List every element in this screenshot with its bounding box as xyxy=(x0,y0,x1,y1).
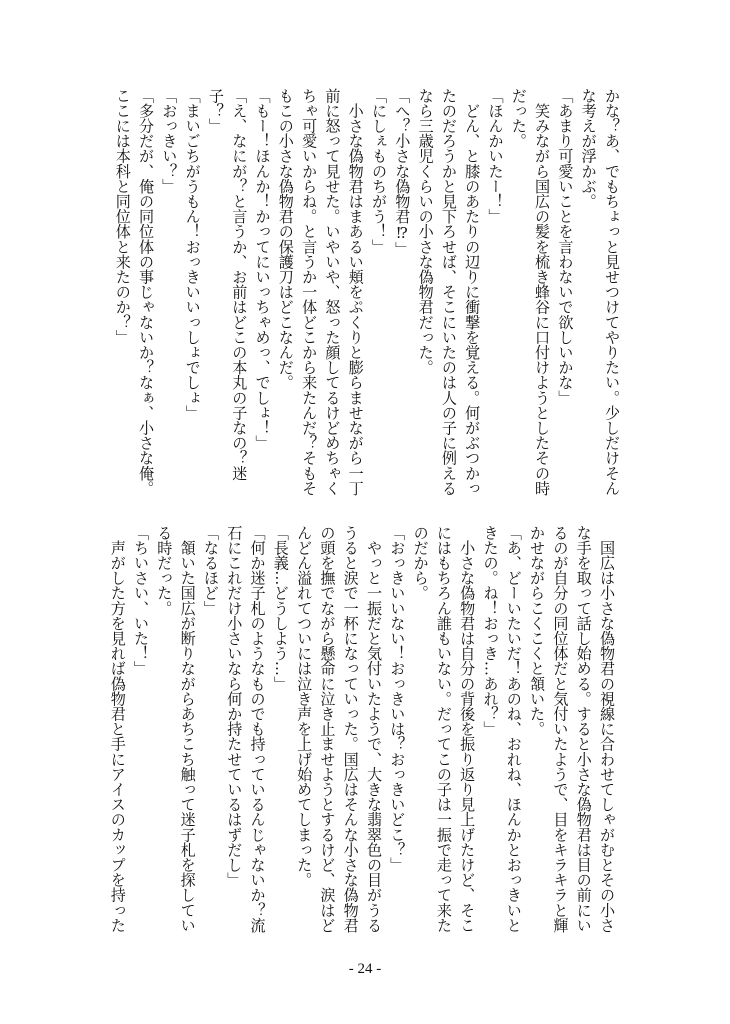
text-line: な考えが浮かぶ。 xyxy=(579,88,598,209)
text-line: ちゃ可愛いからね。と言うか一体どこから来たんだ？そもそ xyxy=(300,88,319,496)
text-line: 国広は小さな偽物君の視線に合わせてしゃがむとその小さ xyxy=(598,525,616,933)
text-line: 声がした方を見れば偽物君と手にアイスのカップを持った xyxy=(108,525,127,933)
text-line: 「あまり可愛いことを言わないで欲しいかな」 xyxy=(556,88,575,406)
text-line: 「にしぇものちがう！」 xyxy=(370,88,389,255)
text-line: な手を取って話し始める。すると小さな偽物君は目の前にい xyxy=(574,525,593,933)
page-number: - 24 - xyxy=(348,961,382,977)
text-line: 小さな偽物君は自分の背後を振り返り見上げたけど、そこ xyxy=(458,525,477,933)
text-line: 前に怒って見せた。いやいや、怒った顔してるけどめちゃく xyxy=(323,88,342,496)
text-line: 石にこれだけ小さいなら何か持たせているはずだし」 xyxy=(225,525,244,888)
text-line: かせながらこくこくと頷いた。 xyxy=(528,525,547,737)
text-line: 「何か迷子札のようなものでも持っているんじゃないか？流 xyxy=(248,525,267,933)
text-line: 子？」 xyxy=(206,88,225,134)
text-line: きたの。ね！おっき…あれ？」 xyxy=(481,525,500,737)
text-line: にはもちろん誰もいない。だってこの子は一振で走って来た xyxy=(434,525,453,933)
text-line: たのだろうかと見下ろせば、そこにいたのは人の子に例える xyxy=(439,88,458,496)
text-line: 「え、なにが？と言うか、お前はどこの本丸の子なの？迷 xyxy=(230,88,249,481)
text-line: だった。 xyxy=(509,88,528,149)
text-block-top xyxy=(110,88,623,500)
text-line: 「長義…どうしよう…」 xyxy=(271,525,290,692)
text-line: んどん溢れてついには泣き声を上げ始めてしまった。 xyxy=(295,525,314,888)
text-line: なら三歳児くらいの小さな偽物君だった。 xyxy=(416,88,435,375)
text-line: 「ほんかいたー！」 xyxy=(486,88,505,224)
text-line: 「あ、どーいたいだ！あのね、おれね、ほんかとおっきいと xyxy=(504,525,523,933)
text-line: うると涙で一杯になっていった。国広はそんな小さな偽物君 xyxy=(341,525,360,933)
text-line: 笑みながら国広の髪を梳き蜂谷に口付けようとしたその時 xyxy=(533,88,552,496)
text-line: の頭を撫でながら懸命に泣き止ませようとするけど、涙はど xyxy=(318,525,337,933)
text-line: 「もー！ほんか！かってにいっちゃめっ、でしょ！」 xyxy=(253,88,272,451)
text-line: 「おっきいいない！おっきいは？おっきいどこ？」 xyxy=(388,525,407,873)
text-line: 「ちいさい、いた！」 xyxy=(132,525,151,676)
text-line: 「まいごちがうもん！おっきいいっしょでしょ」 xyxy=(183,88,202,421)
text-line: ここには本科と同位体と来たのか？」 xyxy=(113,88,132,345)
text-line: 「おっきい？」 xyxy=(160,88,179,194)
text-line: 頷いた国広が断りながらあちこち触って迷子札を探してい xyxy=(178,525,197,933)
text-line: るのが自分の同位体だと気付いたようで、目をキラキラと輝 xyxy=(551,525,570,933)
text-line: る時だった。 xyxy=(155,525,174,616)
text-line: 「多分だが、俺の同位体の事じゃないか？なぁ、小さな俺。 xyxy=(137,88,156,496)
text-line: どん、と膝のあたりの辺りに衝撃を覚える。何がぶつかっ xyxy=(463,88,482,496)
text-line: もこの小さな偽物君の保護刀はどこなんだ。 xyxy=(276,88,295,390)
text-line: のだから。 xyxy=(411,525,430,601)
text-line: かな？あ、でもちょっと見せつけてやりたい。少しだけそん xyxy=(603,88,621,496)
text-line: 小さな偽物君はまあるい頬をぷくりと膨らませながら一丁 xyxy=(346,88,365,496)
text-line: 「なるほど」 xyxy=(201,525,220,616)
text-block-bottom xyxy=(105,525,618,937)
text-line: やっと一振だと気付いたようで、大きな翡翠色の目がうる xyxy=(365,525,384,933)
text-line: 「へ？小さな偽物君⁉」 xyxy=(393,88,412,257)
